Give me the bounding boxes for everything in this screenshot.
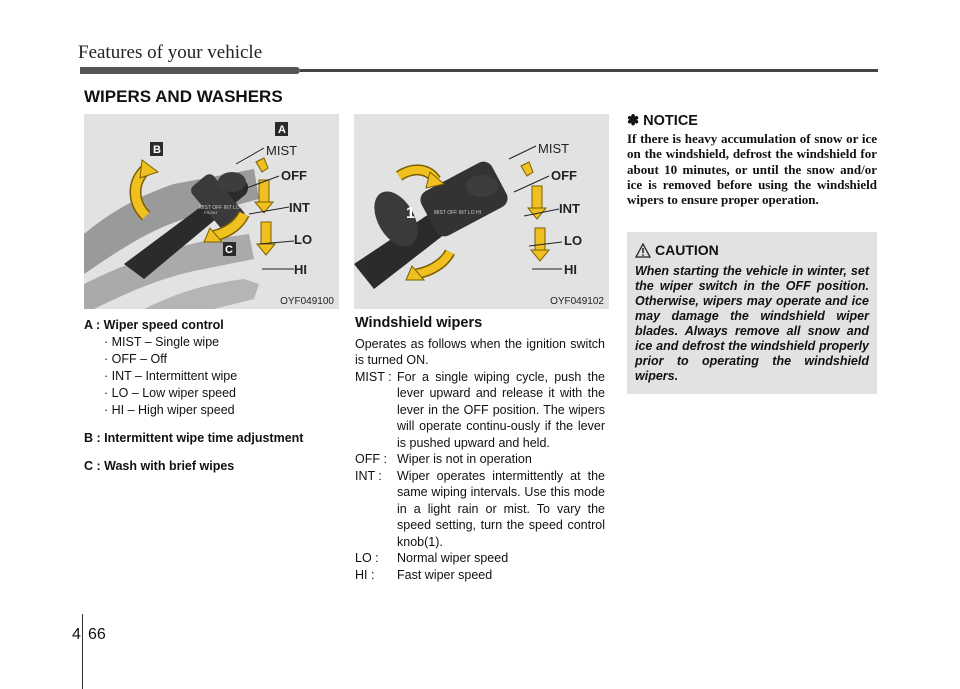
notice-section (627, 113, 877, 207)
legend-item: · INT – Intermittent wipe (104, 369, 238, 383)
mode-desc: Wiper operates intermittently at the same wiping intervals. Use this mode in a light rain or mist. To vary the speed setting, turn the speed control knob(1). (397, 468, 605, 549)
position-label-off: OFF (551, 168, 577, 183)
caution-body: When starting the vehicle in winter, set the wiper switch in the OFF position. Otherwise, wipers may operate and ice may damage the windshield wiper blades. Always remove all snow and ice and defrost the windshield properly prior to operating the windshield wipers. (635, 264, 869, 383)
mode-key: OFF : (355, 452, 387, 466)
warning-triangle-icon (635, 243, 651, 258)
mode-key: LO : (355, 551, 379, 565)
svg-text:A: A (278, 124, 286, 136)
legend-a-title: A : Wiper speed control (84, 318, 224, 332)
position-label-hi: HI (564, 262, 577, 277)
notice-body: If there is heavy accumulation of snow or ice on the windshield, defrost the windshield for about 10 minutes, or until the snow and/or ice is removed before using the windshield wipers to ensure proper operation. (627, 131, 877, 208)
legend-item: · OFF – Off (104, 352, 167, 366)
figure-code: OYF049102 (550, 296, 604, 307)
position-label-lo: LO (294, 232, 313, 247)
mode-row-mist (355, 369, 605, 452)
figure-legend (84, 317, 344, 475)
windshield-intro: Operates as follows when the ignition switch is turned ON. (355, 336, 605, 367)
position-label-mist: MIST (266, 143, 298, 158)
wiper-lever-figure (84, 114, 339, 309)
mode-desc: Normal wiper speed (397, 551, 509, 565)
svg-text:MIST OFF INT LO HI: MIST OFF INT LO HI (199, 205, 247, 211)
legend-item: · MIST – Single wipe (104, 335, 220, 349)
chapter-number: 4 (72, 626, 81, 643)
caution-header (635, 242, 869, 258)
mode-key: MIST : (355, 369, 392, 384)
mode-desc: For a single wiping cycle, push the lever upward and release it with the lever in the OFF position. The wipers will operate continu-ously if the lever is pushed upward and held. (397, 369, 605, 450)
page-header-title: Features of your vehicle (78, 42, 263, 63)
section-title: WIPERS AND WASHERS (84, 87, 283, 106)
mode-key: INT : (355, 468, 382, 483)
wiper-knob-figure (354, 114, 609, 309)
wiper-knob-illustration (354, 114, 609, 309)
mode-row-lo (355, 550, 605, 567)
legend-item: · HI – High wiper speed (104, 403, 235, 417)
mode-row-int (355, 468, 605, 551)
notice-title: ✽ NOTICE (627, 113, 698, 129)
caution-title: CAUTION (655, 242, 719, 258)
page-number (72, 626, 106, 644)
legend-b-title: B : Intermittent wipe time adjustment (84, 431, 304, 445)
mode-desc: Fast wiper speed (397, 567, 493, 582)
figure-code: OYF049100 (280, 296, 334, 307)
svg-text:B: B (153, 144, 161, 156)
legend-item: · LO – Low wiper speed (104, 386, 237, 400)
mode-desc: Wiper is not in operation (397, 452, 532, 466)
windshield-wipers-title: Windshield wipers (355, 315, 483, 331)
header-rule (300, 69, 878, 72)
wiper-lever-illustration (84, 114, 339, 309)
mode-key: HI : (355, 567, 375, 582)
callout-1: 1 (406, 205, 415, 222)
page-number-value: 66 (88, 626, 106, 643)
position-label-lo: LO (564, 233, 583, 248)
header-rule-accent (80, 67, 300, 74)
mode-row-off (355, 451, 605, 468)
svg-text:C: C (225, 244, 233, 256)
position-label-int: INT (289, 200, 310, 215)
position-label-off: OFF (281, 168, 307, 183)
svg-text:MIST OFF INT LO HI: MIST OFF INT LO HI (434, 210, 482, 216)
position-label-hi: HI (294, 262, 307, 277)
position-label-mist: MIST (538, 141, 570, 156)
mode-row-hi (355, 567, 605, 584)
caution-box (627, 232, 877, 394)
svg-text:FRONT: FRONT (204, 210, 218, 215)
position-label-int: INT (559, 201, 580, 216)
windshield-wipers-section (355, 315, 605, 583)
legend-c-title: C : Wash with brief wipes (84, 459, 235, 473)
